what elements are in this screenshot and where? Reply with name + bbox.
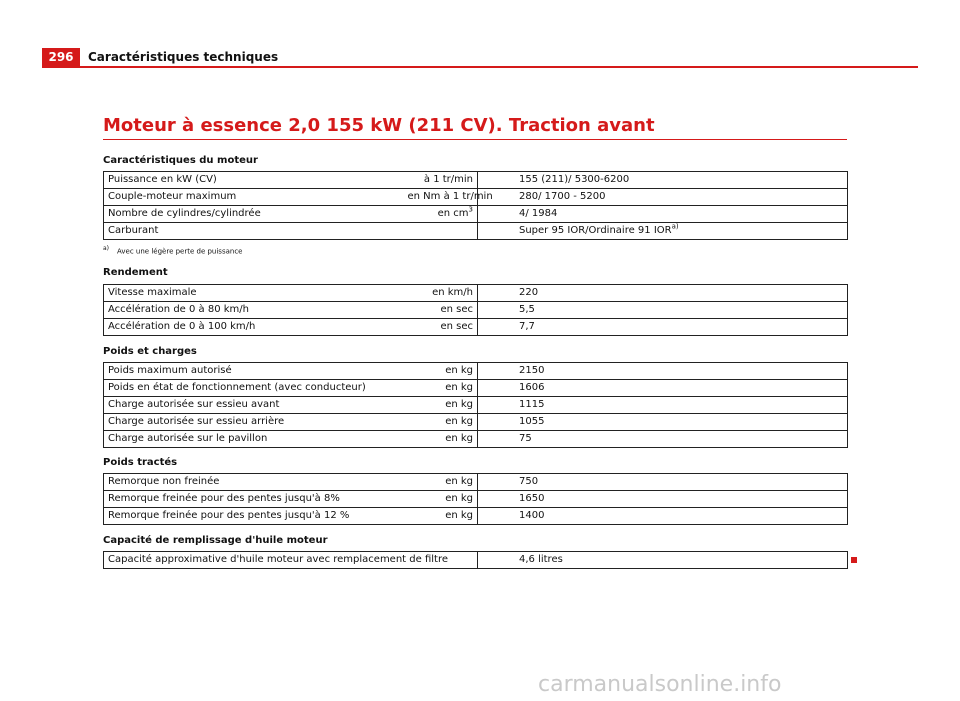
row-value: 1650: [478, 491, 848, 508]
end-of-section-marker: [851, 557, 857, 563]
unit-superscript: 3: [468, 205, 473, 214]
row-label: Remorque non freinée: [104, 474, 408, 491]
row-label: Couple-moteur maximum: [104, 189, 408, 206]
row-value: 280/ 1700 - 5200: [478, 189, 848, 206]
value-text: Super 95 IOR/Ordinaire 91 IOR: [519, 225, 672, 236]
weights-table: [103, 362, 848, 448]
row-value: 2150: [478, 363, 848, 380]
table-row: [104, 302, 848, 319]
oil-table: [103, 551, 848, 569]
page-number: 296: [42, 48, 80, 66]
weights-heading: Poids et charges: [103, 346, 197, 357]
towing-table: [103, 473, 848, 525]
row-label: Nombre de cylindres/cylindrée: [104, 206, 408, 223]
row-value: [478, 223, 848, 240]
row-unit: en kg: [408, 397, 478, 414]
row-label: Puissance en kW (CV): [104, 172, 408, 189]
row-value: 220: [478, 285, 848, 302]
table-row: [104, 474, 848, 491]
table-row: [104, 397, 848, 414]
table-row: [104, 431, 848, 448]
row-value: 5,5: [478, 302, 848, 319]
row-label: Remorque freinée pour des pentes jusqu'à 12 %: [104, 508, 408, 525]
engine-table: [103, 171, 848, 240]
row-unit: en Nm à 1 tr/min: [408, 189, 478, 206]
row-unit: en sec: [408, 319, 478, 336]
table-row: [104, 414, 848, 431]
row-unit: à 1 tr/min: [408, 172, 478, 189]
row-label: Capacité approximative d'huile moteur avec remplacement de filtre: [104, 552, 478, 569]
towing-heading: Poids tractés: [103, 457, 178, 468]
performance-heading: Rendement: [103, 267, 168, 278]
table-row: [104, 552, 848, 569]
row-unit: en kg: [408, 414, 478, 431]
row-label: Charge autorisée sur essieu avant: [104, 397, 408, 414]
row-unit: en sec: [408, 302, 478, 319]
row-label: Remorque freinée pour des pentes jusqu'à 8%: [104, 491, 408, 508]
row-label: Charge autorisée sur essieu arrière: [104, 414, 408, 431]
table-row: [104, 319, 848, 336]
row-label: Vitesse maximale: [104, 285, 408, 302]
header-rule: [42, 66, 918, 68]
row-value: 7,7: [478, 319, 848, 336]
row-unit: en kg: [408, 474, 478, 491]
row-unit: en kg: [408, 431, 478, 448]
row-unit: [408, 223, 478, 240]
row-unit: en kg: [408, 363, 478, 380]
row-unit: [408, 206, 478, 223]
table-row: [104, 363, 848, 380]
row-value: 155 (211)/ 5300-6200: [478, 172, 848, 189]
row-unit: en kg: [408, 491, 478, 508]
row-label: Carburant: [104, 223, 408, 240]
footnote-text: Avec une légère perte de puissance: [117, 247, 243, 256]
row-value: 1400: [478, 508, 848, 525]
row-unit: en kg: [408, 380, 478, 397]
row-value: 1055: [478, 414, 848, 431]
table-row: [104, 223, 848, 240]
title-rule: [103, 139, 847, 140]
row-value: 75: [478, 431, 848, 448]
row-unit: en kg: [408, 508, 478, 525]
row-label: Poids en état de fonctionnement (avec conducteur): [104, 380, 408, 397]
oil-heading: Capacité de remplissage d'huile moteur: [103, 535, 328, 546]
watermark: carmanualsonline.info: [538, 672, 782, 697]
footnote-reference: a): [671, 222, 679, 231]
table-row: [104, 508, 848, 525]
row-label: Charge autorisée sur le pavillon: [104, 431, 408, 448]
row-label: Poids maximum autorisé: [104, 363, 408, 380]
table-row: [104, 206, 848, 223]
engine-heading: Caractéristiques du moteur: [103, 155, 258, 166]
row-value: 4,6 litres: [478, 552, 848, 569]
page-header: [42, 48, 918, 68]
row-value: 4/ 1984: [478, 206, 848, 223]
table-row: [104, 491, 848, 508]
running-title: Caractéristiques techniques: [88, 50, 279, 64]
page-title: Moteur à essence 2,0 155 kW (211 CV). Traction avant: [103, 115, 655, 136]
table-row: [104, 172, 848, 189]
performance-table: [103, 284, 848, 336]
row-unit: en km/h: [408, 285, 478, 302]
table-row: [104, 189, 848, 206]
table-row: [104, 380, 848, 397]
row-label: Accélération de 0 à 80 km/h: [104, 302, 408, 319]
row-value: 750: [478, 474, 848, 491]
row-value: 1606: [478, 380, 848, 397]
footnote: [103, 244, 242, 256]
row-label: Accélération de 0 à 100 km/h: [104, 319, 408, 336]
table-row: [104, 285, 848, 302]
unit-text: en cm: [437, 208, 469, 219]
row-value: 1115: [478, 397, 848, 414]
footnote-mark: a): [103, 245, 110, 252]
